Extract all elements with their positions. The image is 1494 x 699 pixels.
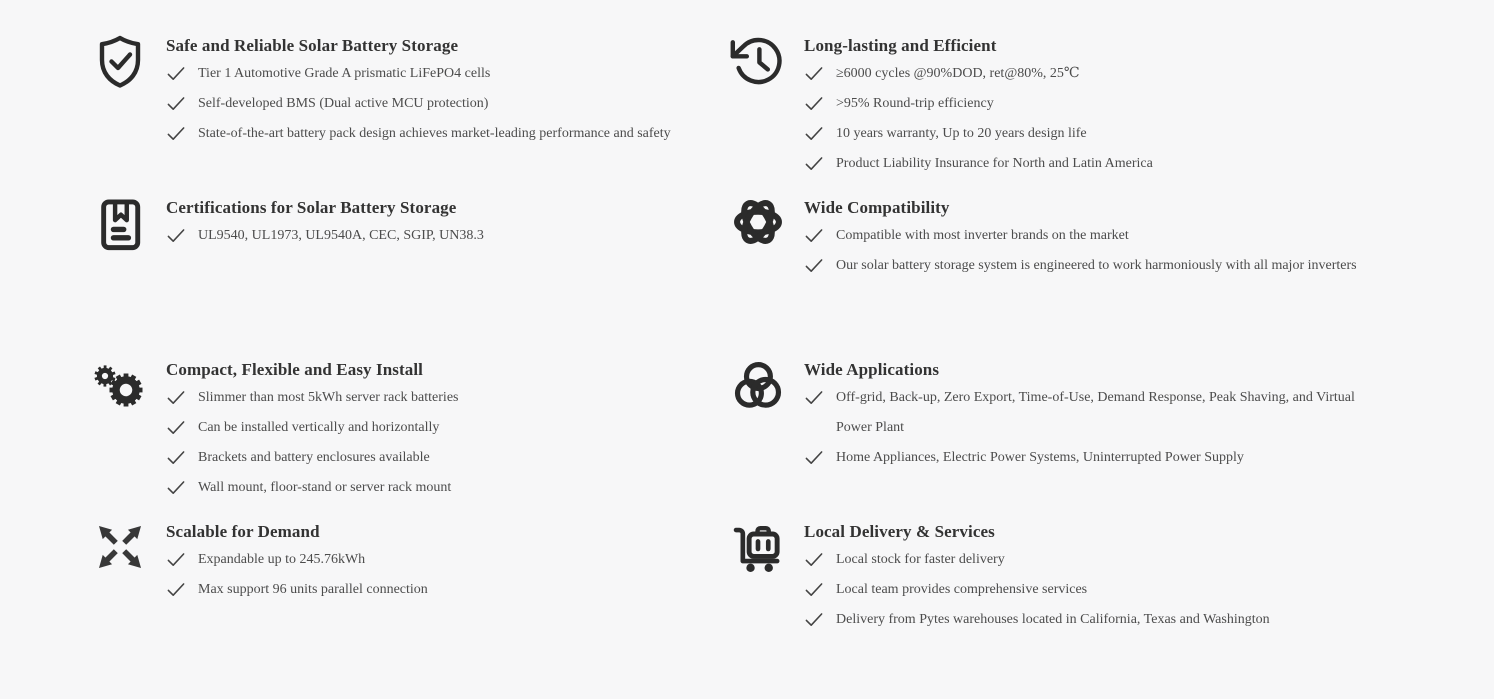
check-icon — [804, 66, 824, 82]
feature-item-text: Local stock for faster delivery — [836, 552, 1005, 567]
check-icon — [166, 582, 186, 598]
feature-item-list — [804, 545, 1474, 635]
feature-item-list — [804, 383, 1474, 473]
feature-item-text: State-of-the-art battery pack design achieves market-leading performance and safety — [198, 126, 671, 141]
feature-item — [804, 89, 1474, 119]
feature-content — [804, 33, 1474, 179]
check-icon — [804, 582, 824, 598]
feature-item — [166, 383, 730, 413]
feature-item-text: Delivery from Pytes warehouses located in California, Texas and Washington — [836, 612, 1270, 627]
feature-item — [804, 575, 1474, 605]
check-icon — [804, 390, 824, 406]
feature-item-text: Our solar battery storage system is engineered to work harmoniously with all major inverters — [836, 258, 1357, 273]
feature-item-text: >95% Round-trip efficiency — [836, 96, 994, 111]
atom-icon — [730, 195, 786, 251]
feature-content — [166, 357, 730, 503]
feature-item-text: Brackets and battery enclosures available — [198, 450, 430, 465]
feature-title: Wide Applications — [804, 360, 940, 379]
feature-item-text: Wall mount, floor-stand or server rack mount — [198, 480, 452, 495]
feature-item — [166, 59, 730, 89]
feature-item — [166, 473, 730, 503]
feature-item-text: Tier 1 Automotive Grade A prismatic LiFePO4 cells — [198, 66, 491, 81]
check-icon — [804, 126, 824, 142]
check-icon — [804, 450, 824, 466]
feature-item — [166, 89, 730, 119]
feature-item — [804, 119, 1474, 149]
feature-item-list — [804, 59, 1474, 179]
feature-item-list — [166, 545, 730, 605]
feature-item — [804, 221, 1474, 251]
feature-item-text: Expandable up to 245.76kWh — [198, 552, 366, 567]
check-icon — [166, 420, 186, 436]
feature-item-list — [166, 59, 730, 149]
feature-item — [166, 221, 730, 251]
delivery-cart-icon — [730, 519, 786, 575]
feature-item — [804, 383, 1474, 443]
feature-title: Compact, Flexible and Easy Install — [166, 360, 424, 379]
feature-block-long-lasting — [730, 33, 1474, 195]
feature-item-text: Self-developed BMS (Dual active MCU protection) — [198, 96, 489, 111]
feature-item-text: Local team provides comprehensive services — [836, 582, 1088, 597]
feature-item — [804, 251, 1474, 281]
feature-item — [804, 149, 1474, 179]
feature-block-wide-applications — [730, 357, 1474, 519]
feature-item-text: 10 years warranty, Up to 20 years design life — [836, 126, 1087, 141]
feature-item-text: Home Appliances, Electric Power Systems, Uninterrupted Power Supply — [836, 450, 1244, 465]
check-icon — [804, 612, 824, 628]
feature-title: Safe and Reliable Solar Battery Storage — [166, 36, 459, 55]
feature-block-local-delivery — [730, 519, 1474, 635]
feature-item — [804, 605, 1474, 635]
feature-content — [804, 519, 1474, 635]
feature-item — [166, 443, 730, 473]
feature-block-compact-install — [92, 357, 730, 519]
feature-content — [804, 357, 1474, 473]
certificate-book-icon — [92, 195, 148, 251]
check-icon — [804, 258, 824, 274]
feature-item-text: Slimmer than most 5kWh server rack batteries — [198, 390, 459, 405]
feature-item-text: Max support 96 units parallel connection — [198, 582, 428, 597]
check-icon — [166, 228, 186, 244]
feature-content — [166, 519, 730, 605]
check-icon — [804, 228, 824, 244]
feature-item — [166, 575, 730, 605]
feature-content — [804, 195, 1474, 281]
feature-item — [166, 119, 730, 149]
feature-item-list — [166, 383, 730, 503]
feature-block-certifications — [92, 195, 730, 357]
feature-title: Local Delivery & Services — [804, 522, 995, 541]
check-icon — [804, 96, 824, 112]
feature-title: Wide Compatibility — [804, 198, 950, 217]
feature-item — [804, 59, 1474, 89]
feature-item-text: Off-grid, Back-up, Zero Export, Time-of-Use, Demand Response, Peak Shaving, and Virtual Power Plant — [836, 390, 1355, 435]
feature-block-scalable — [92, 519, 730, 635]
feature-block-safe-reliable — [92, 33, 730, 195]
feature-content — [166, 195, 730, 251]
check-icon — [804, 552, 824, 568]
check-icon — [166, 96, 186, 112]
check-icon — [166, 450, 186, 466]
feature-item — [804, 443, 1474, 473]
check-icon — [166, 552, 186, 568]
feature-content — [166, 33, 730, 149]
history-clock-icon — [730, 33, 786, 89]
feature-item-text: UL9540, UL1973, UL9540A, CEC, SGIP, UN38.3 — [198, 228, 484, 243]
feature-item-text: Product Liability Insurance for North and Latin America — [836, 156, 1153, 171]
feature-item-text: ≥6000 cycles @90%DOD, ret@80%, 25℃ — [836, 66, 1080, 81]
overlapping-circles-icon — [730, 357, 786, 413]
check-icon — [166, 390, 186, 406]
expand-arrows-icon — [92, 519, 148, 575]
feature-item — [166, 545, 730, 575]
check-icon — [166, 480, 186, 496]
feature-item-list — [166, 221, 730, 251]
shield-check-icon — [92, 33, 148, 89]
feature-title: Certifications for Solar Battery Storage — [166, 198, 457, 217]
feature-item-list — [804, 221, 1474, 281]
feature-title: Scalable for Demand — [166, 522, 320, 541]
check-icon — [166, 66, 186, 82]
feature-item — [804, 545, 1474, 575]
feature-block-wide-compatibility — [730, 195, 1474, 357]
check-icon — [166, 126, 186, 142]
feature-item-text: Can be installed vertically and horizontally — [198, 420, 440, 435]
check-icon — [804, 156, 824, 172]
gears-icon — [92, 357, 148, 413]
feature-title: Long-lasting and Efficient — [804, 36, 997, 55]
feature-item — [166, 413, 730, 443]
feature-item-text: Compatible with most inverter brands on the market — [836, 228, 1129, 243]
